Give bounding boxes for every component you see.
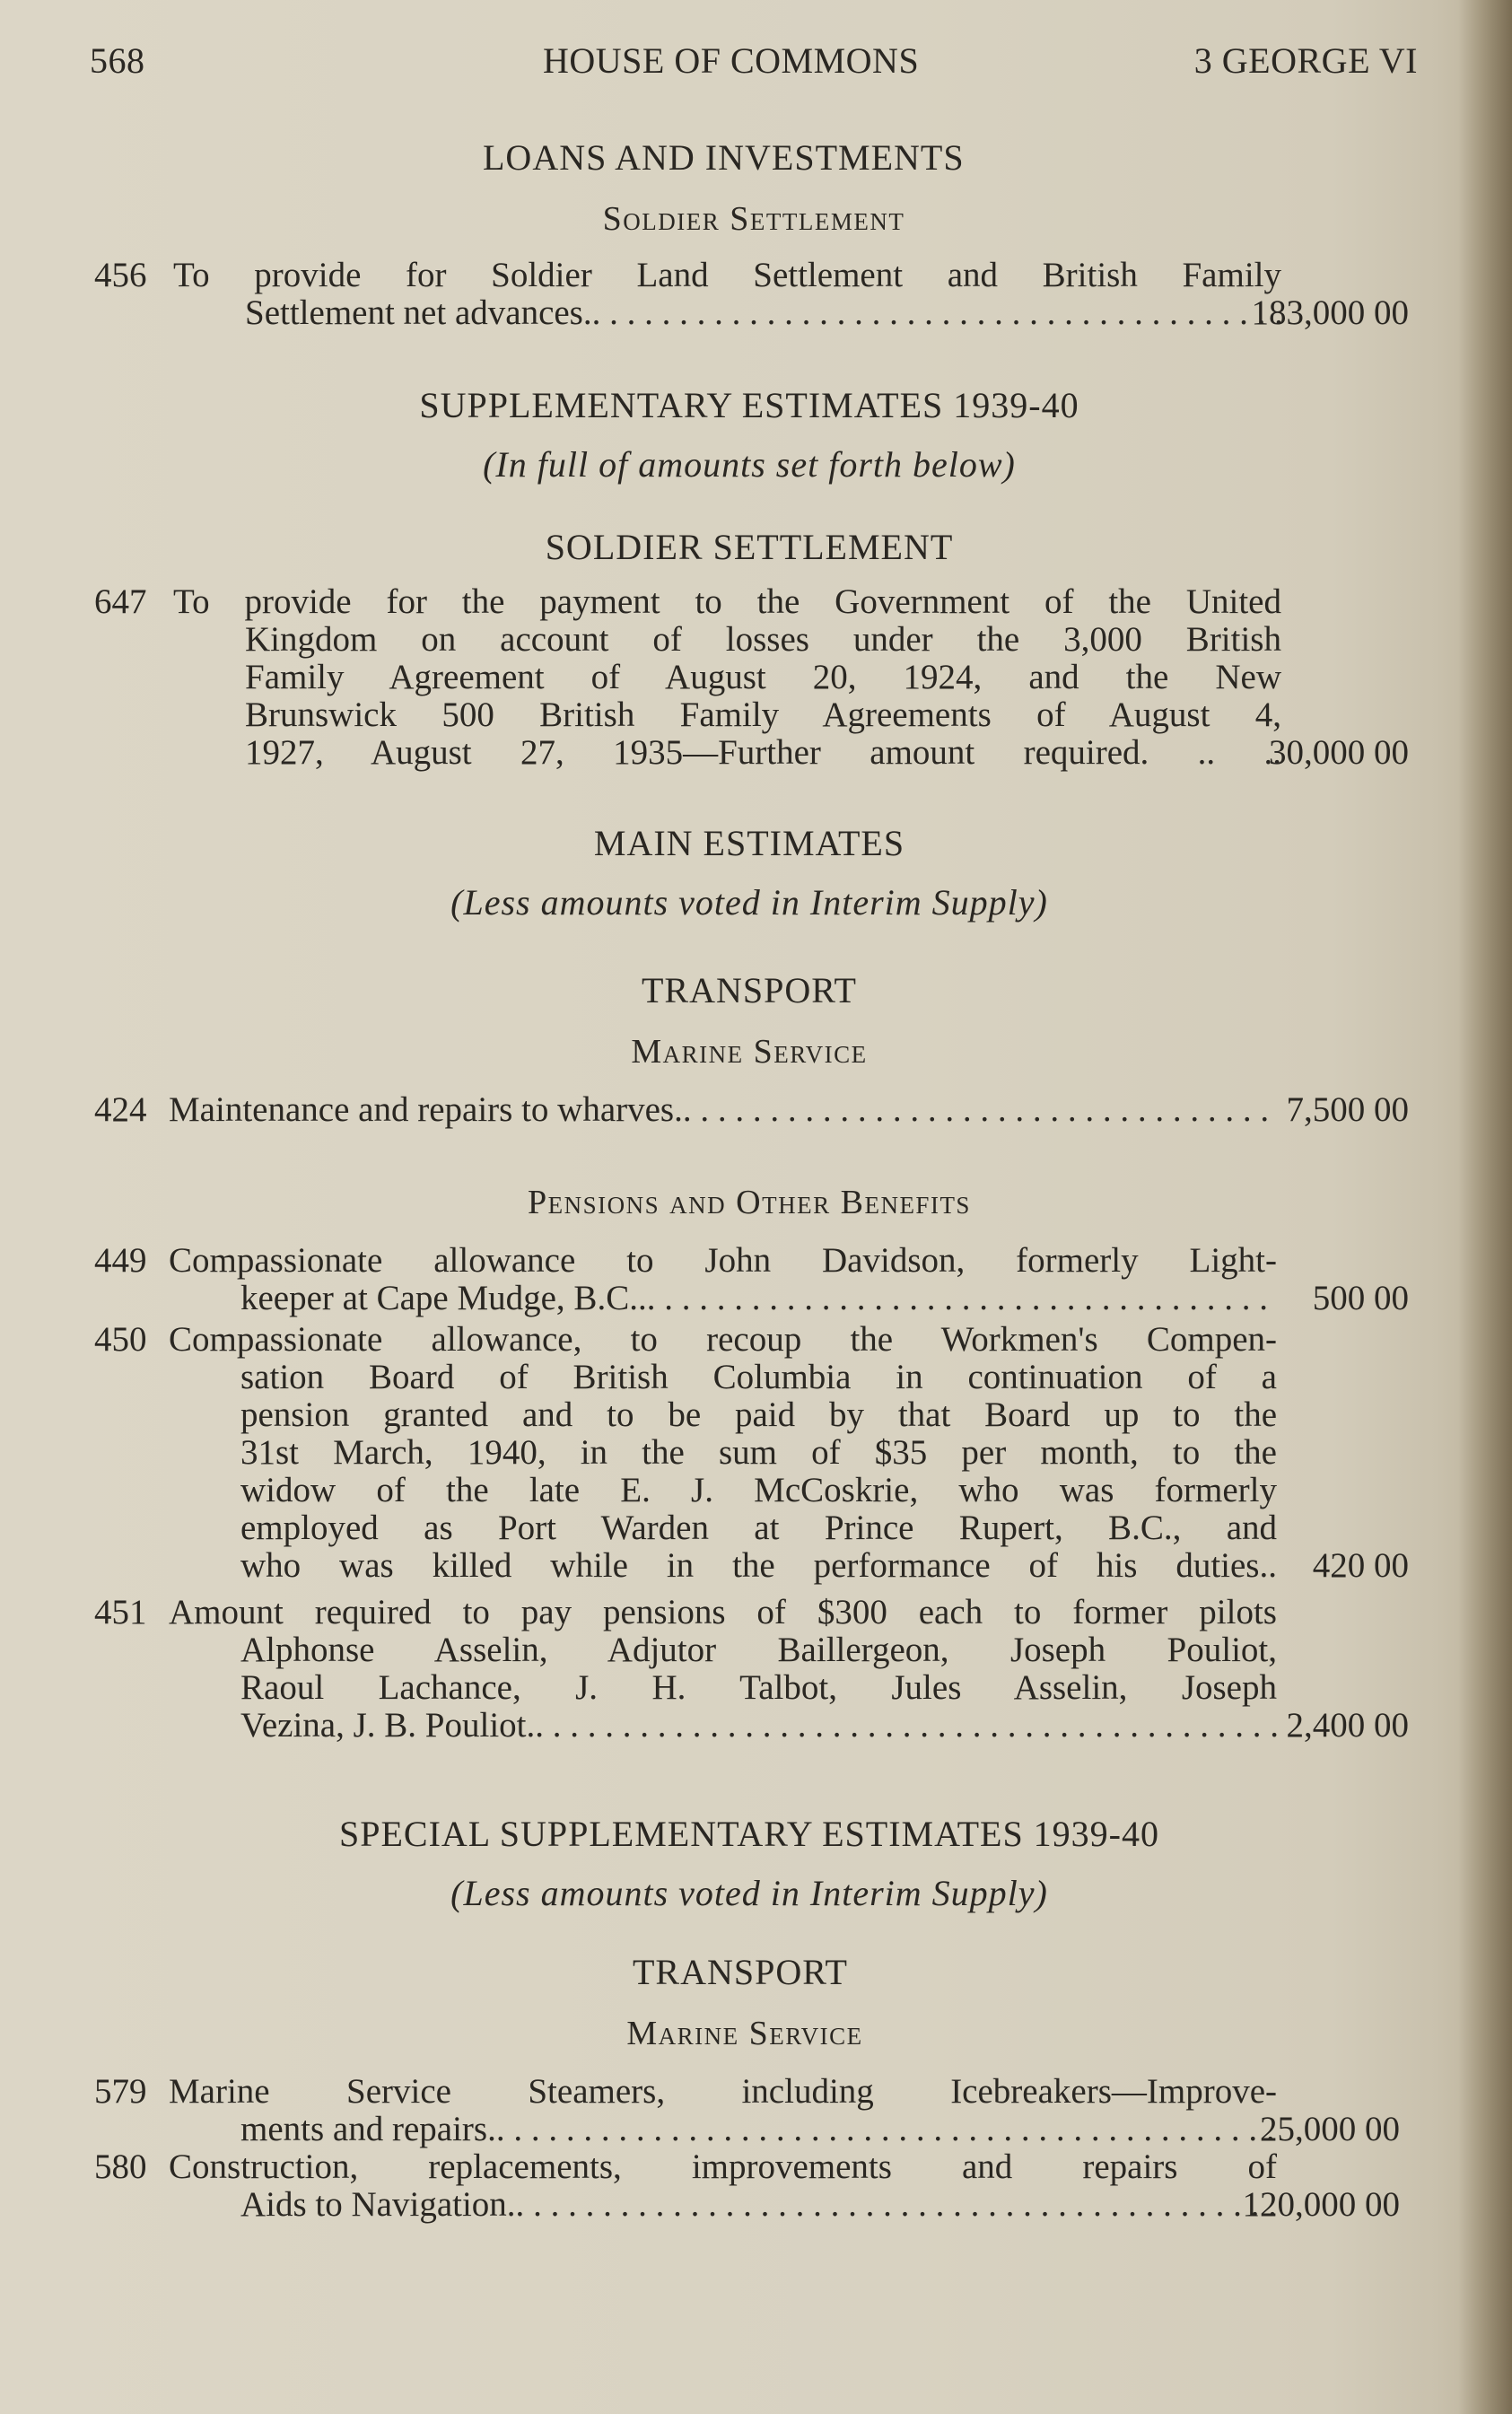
item-line: Alphonse Asselin, Adjutor Baillergeon, Joseph Pouliot,	[240, 1631, 1277, 1669]
section-note: (Less amounts voted in Interim Supply)	[450, 1873, 1048, 1913]
page-number: 568	[90, 40, 145, 81]
subheading-transport: TRANSPORT	[642, 970, 857, 1010]
item-line: widow of the late E. J. McCoskrie, who was formerly	[240, 1472, 1277, 1509]
item-text	[169, 2148, 1277, 2224]
item-number: 451	[94, 1593, 147, 1631]
item-line: To provide for the payment to the Government of the United	[173, 583, 1281, 621]
item-line: ments and repairs.. . . .	[169, 2111, 1277, 2148]
item-line: Brunswick 500 British Family Agreements of August 4,	[245, 696, 1281, 734]
item-line: keeper at Cape Mudge, B.C... . . .	[169, 1280, 1277, 1317]
section-heading-special: SPECIAL SUPPLEMENTARY ESTIMATES 1939-40	[338, 1814, 1160, 1854]
section-heading-supplementary: SUPPLEMENTARY ESTIMATES 1939-40	[419, 385, 1079, 425]
item-line: Amount required to pay pensions of $300 each to former pilots	[169, 1594, 1277, 1631]
section-note: (In full of amounts set forth below)	[483, 444, 1016, 485]
item-number: 424	[94, 1090, 147, 1129]
item-amount: 420 00	[1312, 1546, 1409, 1585]
item-number: 449	[94, 1241, 147, 1280]
item-number: 456	[94, 256, 147, 294]
item-text	[169, 1091, 1277, 1129]
item-number: 579	[94, 2072, 147, 2111]
item-amount: 25,000 00	[1260, 2110, 1400, 2148]
item-line: To provide for Soldier Land Settlement and British Family	[173, 257, 1281, 294]
item-line: Maintenance and repairs to wharves.. . . .	[169, 1091, 1277, 1129]
subheading-marine-service: Marine Service	[626, 2015, 863, 2052]
section-heading-loans: LOANS AND INVESTMENTS	[483, 137, 965, 178]
item-amount: 183,000 00	[1251, 293, 1409, 332]
item-text	[173, 257, 1281, 332]
item-line: Raoul Lachance, J. H. Talbot, Jules Asselin, Joseph	[240, 1669, 1277, 1707]
item-line: 1927, August 27, 1935—Further amount required. .. ..	[245, 734, 1281, 772]
subheading-soldier-settlement-caps: SOLDIER SETTLEMENT	[545, 527, 954, 567]
item-line: Compassionate allowance to John Davidson, formerly Light-	[169, 1242, 1277, 1280]
item-line: Construction, replacements, improvements and repairs of	[169, 2148, 1277, 2186]
running-title: HOUSE OF COMMONS	[543, 40, 920, 81]
item-line: sation Board of British Columbia in continuation of a	[240, 1359, 1277, 1396]
item-line: Settlement net advances.. . . .	[173, 294, 1281, 332]
section-note: (Less amounts voted in Interim Supply)	[450, 882, 1048, 923]
item-amount: 30,000 00	[1269, 733, 1409, 772]
subheading-marine-service: Marine Service	[631, 1033, 868, 1071]
item-text	[173, 583, 1281, 772]
item-text	[169, 1594, 1277, 1745]
item-amount: 120,000 00	[1242, 2185, 1400, 2224]
item-line: employed as Port Warden at Prince Rupert, B.C., and	[240, 1509, 1277, 1547]
item-number: 450	[94, 1320, 147, 1359]
page-header	[90, 39, 1418, 84]
subheading-pensions: Pensions and Other Benefits	[528, 1184, 971, 1221]
item-line: 31st March, 1940, in the sum of $35 per month, to the	[240, 1434, 1277, 1472]
item-line: Family Agreement of August 20, 1924, and the New	[245, 659, 1281, 696]
item-number: 647	[94, 582, 147, 621]
subheading-transport: TRANSPORT	[633, 1952, 848, 1992]
regnal-year: 3 GEORGE VI	[1193, 40, 1418, 81]
item-line: Marine Service Steamers, including Icebreakers—Improve-	[169, 2073, 1277, 2111]
item-line: Vezina, J. B. Pouliot.. . . .	[169, 1707, 1277, 1745]
item-amount: 500 00	[1312, 1279, 1409, 1317]
item-line: Compassionate allowance, to recoup the Workmen's Compen-	[169, 1321, 1277, 1359]
item-amount: 7,500 00	[1286, 1090, 1409, 1129]
subheading-soldier-settlement: Soldier Settlement	[602, 200, 905, 238]
item-text	[169, 2073, 1277, 2148]
item-line: who was killed while in the performance of his duties..	[240, 1547, 1277, 1585]
item-text	[169, 1242, 1277, 1317]
item-line: Kingdom on account of losses under the 3,000 British	[245, 621, 1281, 659]
item-line: pension granted and to be paid by that Board up to the	[240, 1396, 1277, 1434]
item-line: Aids to Navigation.. . . .	[169, 2186, 1277, 2224]
item-text	[169, 1321, 1277, 1585]
item-number: 580	[94, 2147, 147, 2186]
item-amount: 2,400 00	[1286, 1706, 1409, 1745]
section-heading-main: MAIN ESTIMATES	[593, 823, 905, 863]
